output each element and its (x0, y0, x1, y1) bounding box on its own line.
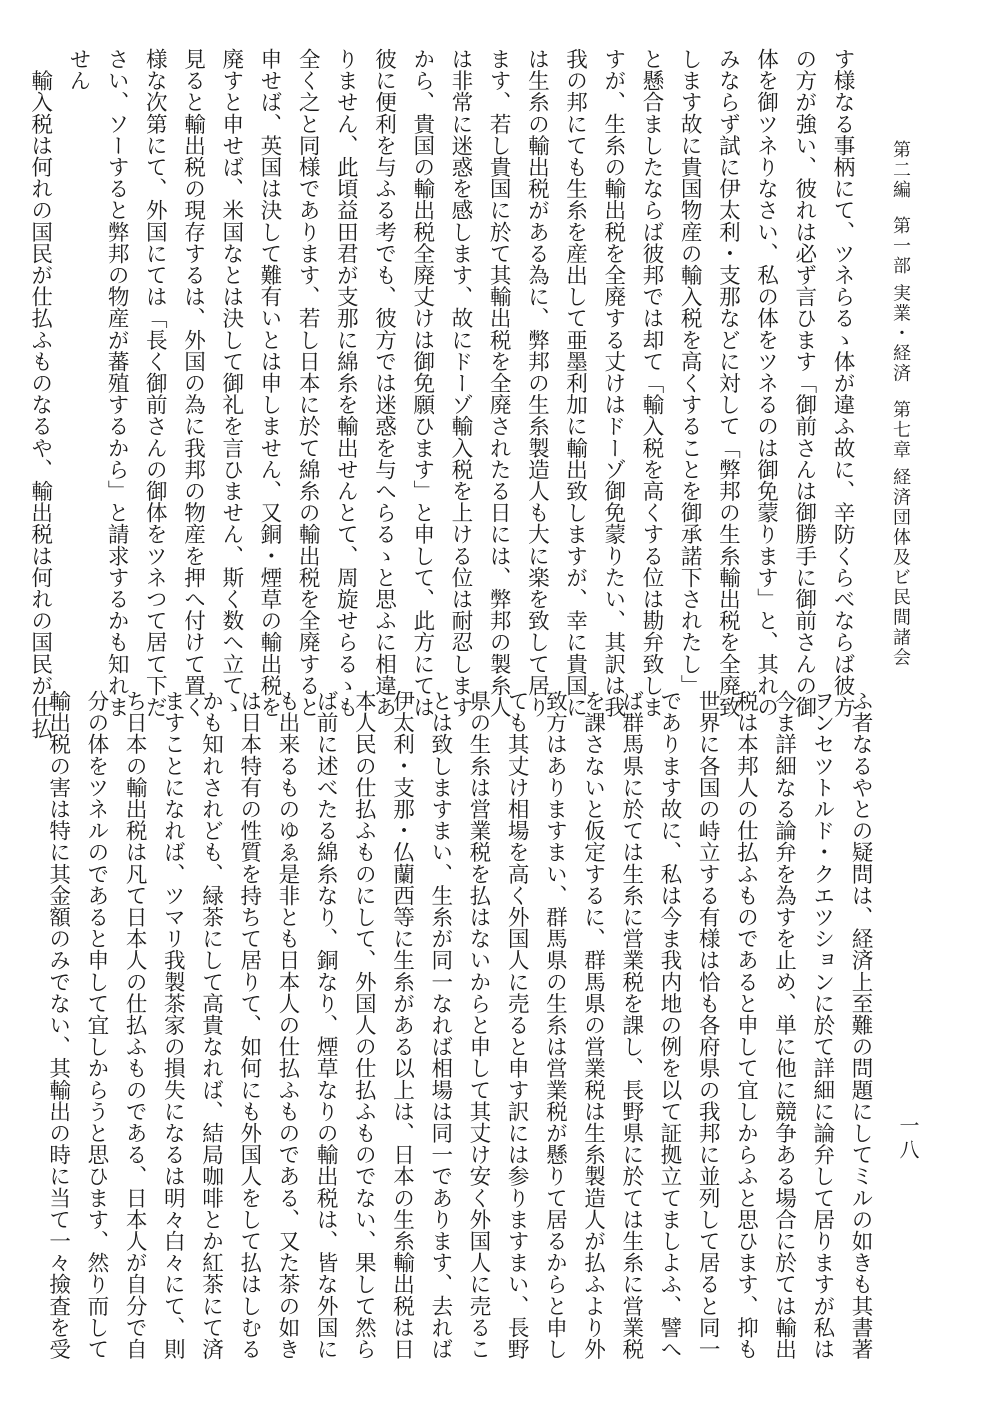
text-column: 県の生糸は営業税を払はないからと申して其丈け安く外国人に売るこ (465, 690, 491, 1360)
text-column: 彼に便利を与ふる考でも、彼方では迷惑を与へらるゝと思ふに相違あ (371, 48, 397, 718)
text-column: みならず試に伊太利・支那などに対して「弊邦の生糸輸出税を全廃致 (715, 48, 741, 718)
upper-text-block (27, 48, 861, 740)
text-column: 世界に各国の峙立する有様は恰も各府県の我邦に並列して居ると同一 (695, 690, 721, 1360)
lower-text-block (45, 690, 879, 1360)
text-column: であります故に、私は今ま我内地の例を以て証拠立てましよふ、譬へ (656, 690, 682, 1360)
text-column: 本人民の仕払ふものにして、外国人の仕払ふものでない、果して然ら (351, 690, 377, 1360)
text-column: 分の体をツネルのであると申して宜しからうと思ひます、然り而して (83, 690, 109, 1360)
text-column: ば群馬県に於ては生糸に営業税を課し、長野県に於ては生糸に営業税 (618, 690, 644, 1360)
text-column: は生糸の輸出税がある為に、弊邦の生糸製造人も大に楽を致して居り (524, 48, 550, 718)
text-column: 今ま詳細なる論弁を為すを止め、単に他に競争ある場合に於ては輸出 (771, 690, 797, 1360)
text-column: も出来るものゆゑ是非とも日本人の仕払ふものである、又た茶の如き (274, 690, 300, 1360)
text-column: します故に貴国物産の輸入税を高くすることを御承諾下されたし」 (677, 48, 703, 696)
text-column: ち日本の輸出税は凡て日本人の仕払ふものである、日本人が自分で自 (122, 690, 148, 1360)
text-column: ます、若し貴国に於て其輸出税を全廃されたる日には、弊邦の製糸人 (486, 48, 512, 718)
text-column: ても其丈け相場を高く外国人に売ると申す訳には参りますまい、長野 (504, 690, 530, 1360)
text-column: ば前に述べたる綿糸なり、銅なり、煙草なりの輸出税は、皆な外国に (313, 690, 339, 1360)
text-column: す様なる事柄にて、ツネらるゝ体が違ふ故に、辛防くらべならば彼方 (830, 48, 855, 718)
text-column: 致方はありますまい、群馬県の生糸は営業税が懸りて居るからと申し (542, 690, 568, 1360)
text-column: 廃すと申せば、米国なとは決して御礼を言ひません、斯く数へ立てゝ (218, 48, 244, 718)
text-column: とは致しますまい、生糸が同一なれば相場は同一であります、去れば (427, 690, 453, 1360)
text-column: 体を御ツネりなさい、私の体をツネるのは御免蒙ります」と、其れの (753, 48, 779, 718)
text-column: かも知れされども、緑茶にして高貴なれば、結局咖啡とか紅茶にて済 (198, 690, 224, 1360)
text-column: ふ者なるやとの疑問は、経済上至難の問題にしてミルの如きも其書著 (848, 690, 873, 1360)
text-column: と懸合ましたならば彼邦では却て「輸入税を高くする位は勘弁致しま (638, 48, 664, 718)
header-part: 第二編 (890, 140, 911, 200)
header-section: 第一部 実業・経済 (890, 216, 911, 384)
text-column: さい、ソーすると弊邦の物産が蕃殖するから」と請求するかも知れま (104, 48, 130, 718)
text-column: を課さないと仮定するに、群馬県の営業税は生糸製造人が払ふより外 (580, 690, 606, 1360)
text-column: せん (65, 48, 91, 92)
text-column: 様な次第にて、外国にては「長く御前さんの御体をツネつて居て下だ (142, 48, 168, 718)
running-header (888, 140, 912, 683)
text-column: ますことになれば、ツマリ我製茶家の損失になるは明々白々にて、則 (160, 690, 186, 1360)
header-chapter: 第七章 経済団体及ビ民間諸会 (890, 399, 911, 668)
text-column: 申せば、英国は決して難有いとは申しません、又銅・煙草の輸出税を (256, 48, 282, 718)
text-column: 輸出税の害は特に其金額のみでない、其輸出の時に当て一々撿査を受 (45, 690, 71, 1360)
text-column: 我の邦にても生糸を産出して亜墨利加に輸出致しますが、幸に貴国に (562, 48, 588, 718)
text-column: 税は本邦人の仕払ふものであると申して宜しからふと思ひます、抑も (733, 690, 759, 1360)
text-column: の方が強い、彼れは必ず言ひます「御前さんは御勝手に御前さんの御 (791, 48, 817, 718)
page-number: 一八 (896, 1115, 920, 1163)
text-column: りません、此頃益田君が支那に綿糸を輸出せんとて、周旋せらるゝも (333, 48, 359, 718)
text-column: ヲンセツトルド・クエツションに於て詳細に論弁して居りますが私は (809, 690, 835, 1360)
text-column: 伊太利・支那・仏蘭西等に生糸がある以上は、日本の生糸輸出税は日 (389, 690, 415, 1360)
text-column: は日本特有の性質を持ちて居りて、如何にも外国人をして払はしむる (236, 690, 262, 1360)
text-column: 全く之と同様であります、若し日本に於て綿糸の輸出税を全廃すると (295, 48, 321, 718)
text-column: 見ると輸出税の現存するは、外国の為に我邦の物産を押へ付けて置く (180, 48, 206, 718)
text-column: は非常に迷惑を感します、故にドーゾ輸入税を上ける位は耐忍します (447, 48, 473, 718)
text-column: すが、生糸の輸出税を全廃する丈けはドーゾ御免蒙りたい、其訳は我 (600, 48, 626, 718)
text-column: 輸入税は何れの国民が仕払ふものなるや、輸出税は何れの国民が仕払 (27, 48, 53, 740)
text-column: から、貴国の輸出税全廃丈けは御免願ひます」と申して、此方にては (409, 48, 435, 718)
